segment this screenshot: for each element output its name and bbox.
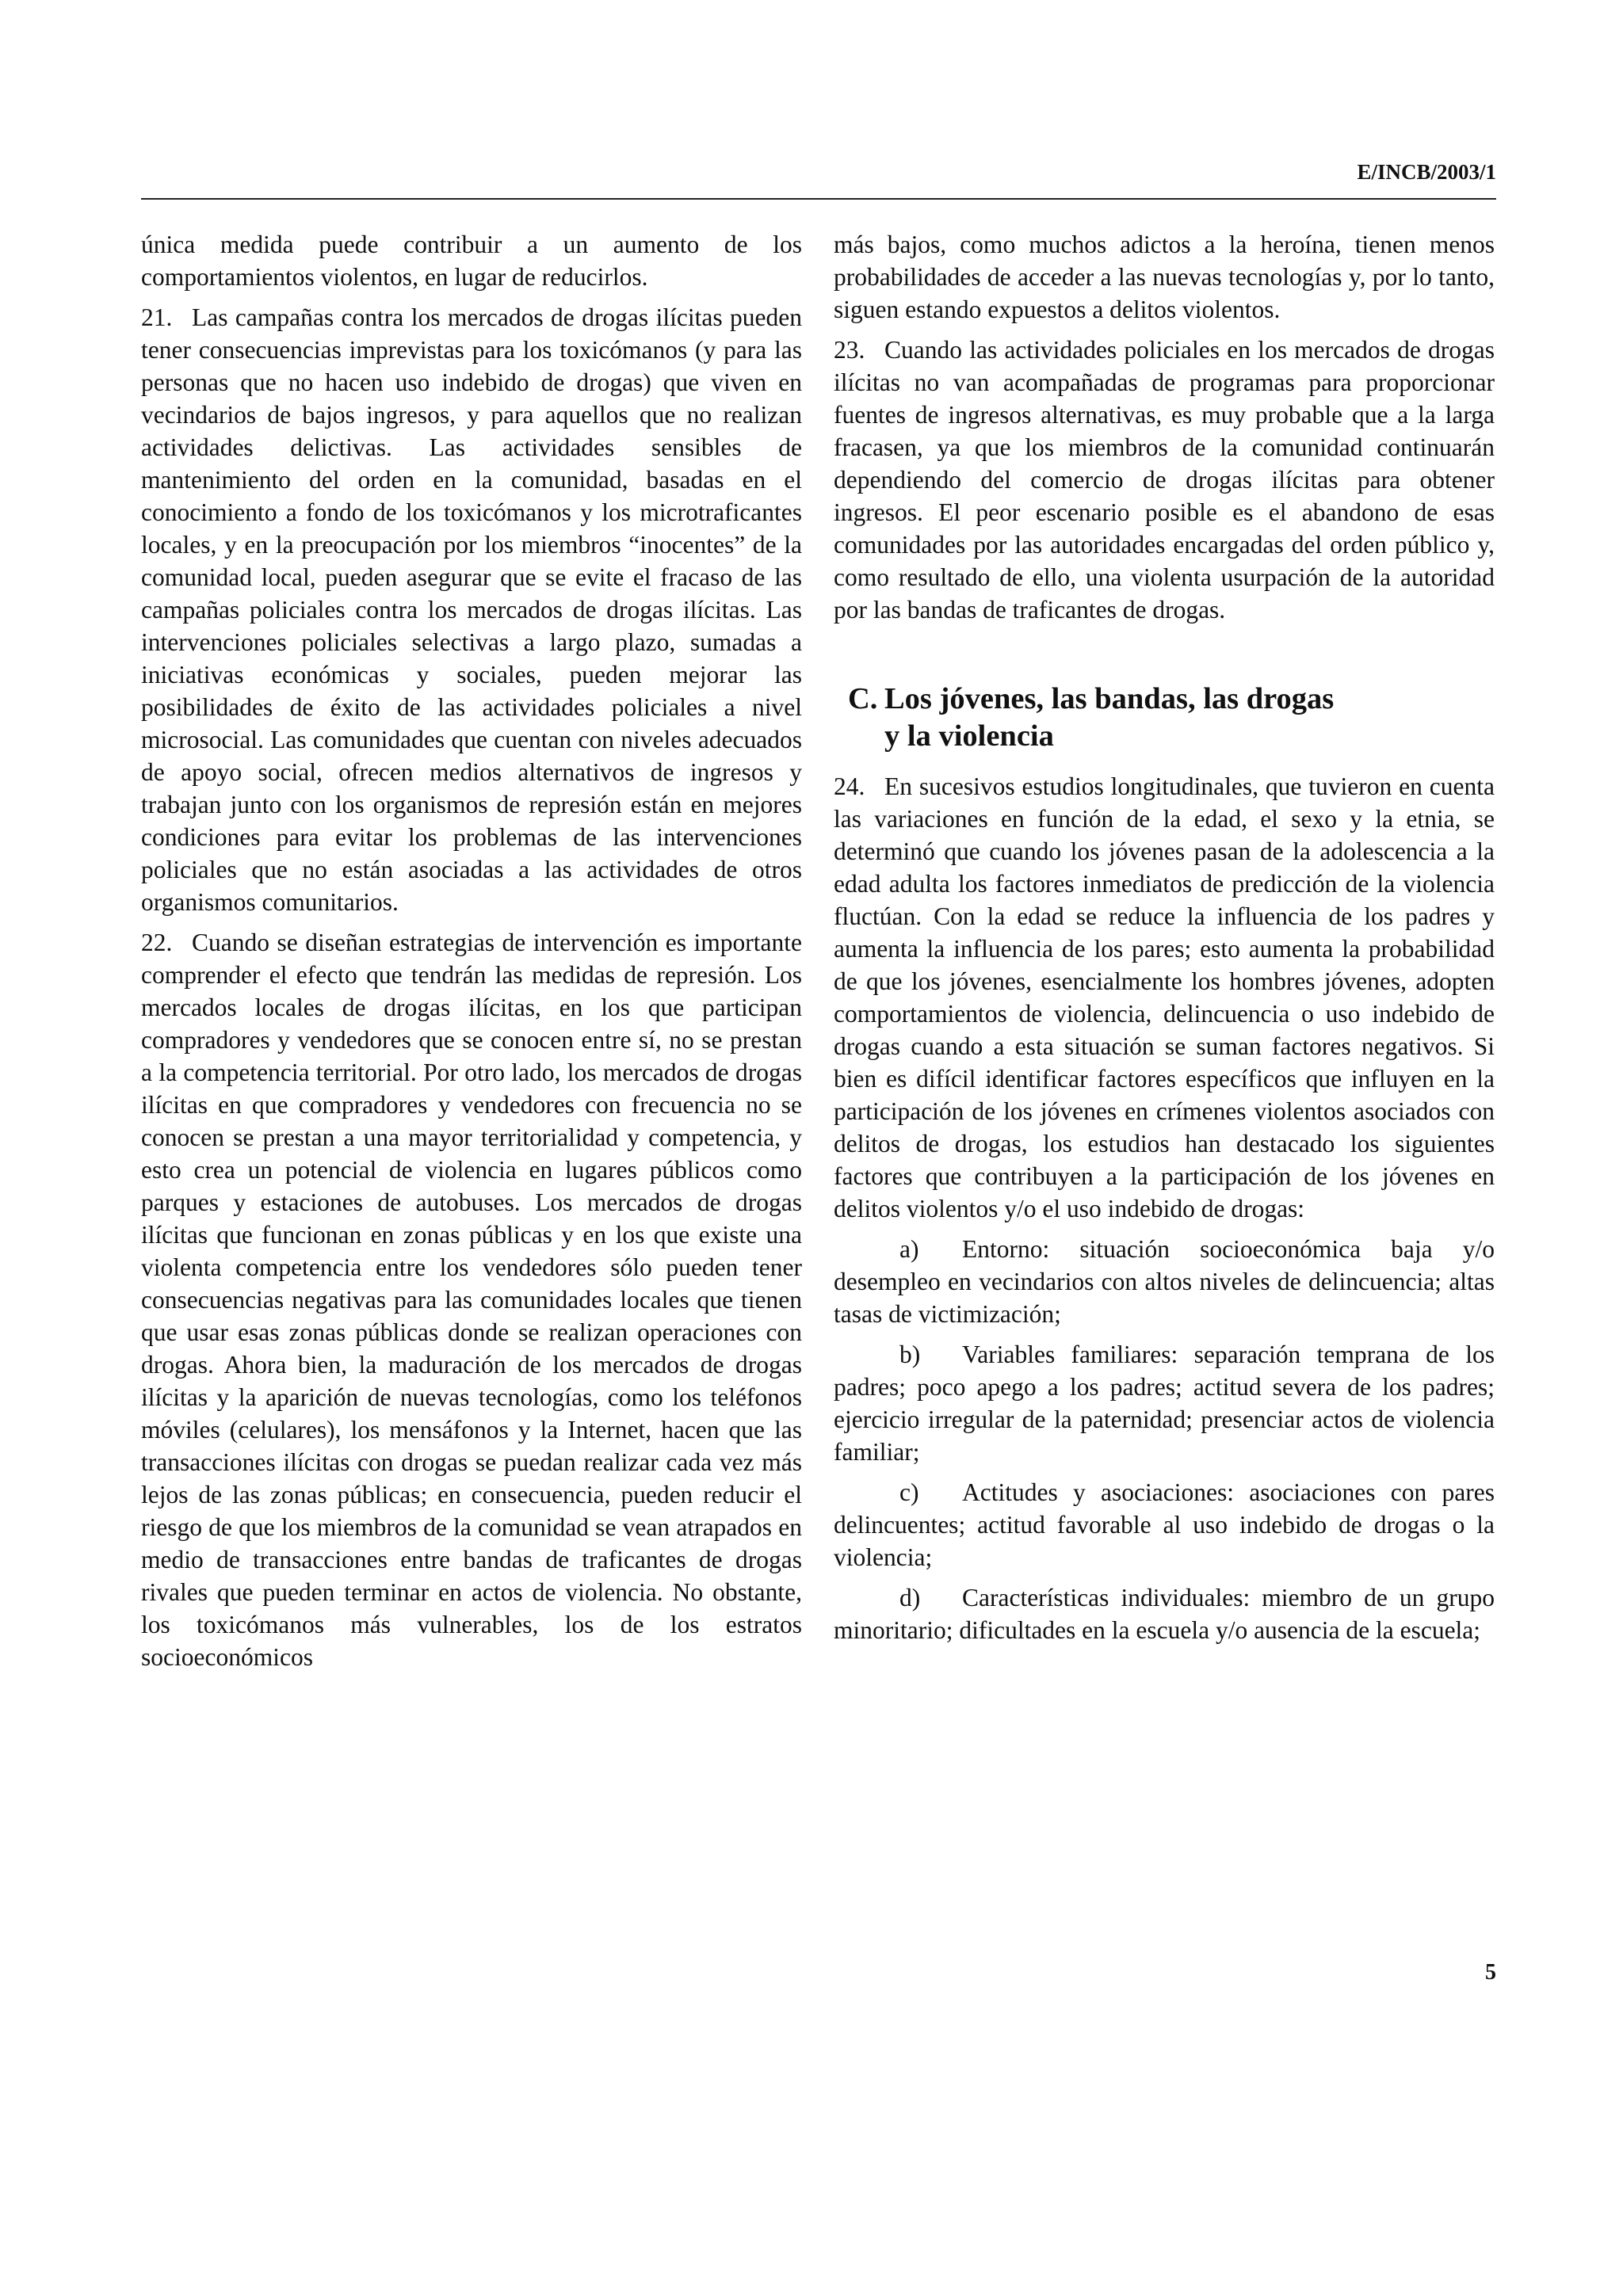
section-title-line-2: y la violencia (884, 719, 1054, 753)
list-item-label: c) (899, 1478, 919, 1506)
list-item-label: b) (899, 1341, 921, 1368)
paragraph-text: Cuando las actividades policiales en los mercados de drogas ilícitas no van acompañadas de programas para proporcionar fuentes de ingresos alternativas, es muy probable que a la larga fracasen, ya que los miembros de la comunidad continuarán dependiendo del comercio de drogas ilícitas para obtener ingresos. El peor escenario posible es el abandono de esas comunidades por las autoridades encargadas del orden público y, como resultado de ello, una violenta usurpación de la autoridad por las bandas de traficantes de drogas. (834, 336, 1495, 624)
paragraph-number: 22. (141, 929, 173, 956)
list-item-text: Actitudes y asociaciones: asociaciones con pares delincuentes; actitud favorable al uso indebido de drogas o la violencia; (834, 1478, 1495, 1571)
document-symbol: E/INCB/2003/1 (1357, 160, 1496, 184)
continued-paragraph: única medida puede contribuir a un aumento de los comportamientos violentos, en lugar de reducirlos. (141, 231, 802, 291)
paragraph-number: 24. (834, 772, 865, 800)
paragraph-number: 23. (834, 336, 865, 364)
list-item-text: Variables familiares: separación temprana de los padres; poco apego a los padres; actitud severa de los padres; ejercicio irregular de la paternidad; presenciar actos de violencia familiar; (834, 1341, 1495, 1466)
list-item-label: d) (899, 1584, 921, 1611)
paragraph-23 (834, 334, 1495, 626)
list-item (834, 1476, 1495, 1573)
paragraph-24 (834, 770, 1495, 1225)
paragraph-21 (141, 301, 802, 918)
list-item (834, 1233, 1495, 1330)
left-column (141, 228, 802, 1681)
section-letter: C. (848, 682, 878, 715)
paragraph-text: Las campañas contra los mercados de drogas ilícitas pueden tener consecuencias imprevistas para los toxicómanos (y para las personas que no hacen uso indebido de drogas) que viven en vecindarios de bajos ingresos, y para aquellos que no realizan actividades delictivas. Las actividades sensibles de mantenimiento del orden en la comunidad, basadas en el conocimiento a fondo de los toxicómanos y los microtraficantes locales, y en la preocupación por los miembros “inocentes” de la comunidad local, pueden asegurar que se evite el fracaso de las campañas policiales contra los mercados de drogas ilícitas. Las intervenciones policiales selectivas a largo plazo, sumadas a iniciativas económicas y sociales, pueden mejorar las posibilidades de éxito de las actividades policiales a nivel microsocial. Las comunidades que cuentan con niveles adecuados de apoyo social, ofrecen medios alternativos de ingresos y trabajan junto con los organismos de represión están en mejores condiciones para evitar los problemas de las intervenciones policiales que no están asociadas a las actividades de otros organismos comunitarios. (141, 303, 802, 916)
list-item (834, 1581, 1495, 1646)
page-header (141, 157, 1496, 200)
paragraph-text: En sucesivos estudios longitudinales, que tuvieron en cuenta las variaciones en función de la edad, el sexo y la etnia, se determinó que cuando los jóvenes pasan de la adolescencia a la edad adulta los factores inmediatos de predicción de la violencia fluctúan. Con la edad se reduce la influencia de los padres y aumenta la influencia de los pares; esto aumenta la probabilidad de que los jóvenes, esencialmente los hombres jóvenes, adopten comportamientos de violencia, delincuencia o uso indebido de drogas cuando a esta situación se suman factores negativos. Si bien es difícil identificar factores específicos que influyen en la participación de los jóvenes en crímenes violentos asociados con delitos de drogas, los estudios han destacado los siguientes factores que contribuyen a la participación de los jóvenes en delitos violentos y/o el uso indebido de drogas: (834, 772, 1495, 1222)
section-title-line-1: Los jóvenes, las bandas, las drogas (884, 682, 1335, 715)
paragraph-22 (141, 926, 802, 1673)
paragraph-text: Cuando se diseñan estrategias de intervención es importante comprender el efecto que tendrán las medidas de represión. Los mercados locales de drogas ilícitas, en los que participan compradores y vendedores que se conocen entre sí, no se prestan a la competencia territorial. Por otro lado, los mercados de drogas ilícitas en que compradores y vendedores con frecuencia no se conocen se prestan a una mayor territorialidad y competencia, y esto crea un potencial de violencia en lugares públicos como parques y estaciones de autobuses. Los mercados de drogas ilícitas que funcionan en zonas públicas y en los que existe una violenta competencia entre los vendedores sólo pueden tener consecuencias negativas para las comunidades locales que tienen que usar esas zonas públicas donde se realizan operaciones con drogas. Ahora bien, la maduración de los mercados de drogas ilícitas y la aparición de nuevas tecnologías, como los teléfonos móviles (celulares), los mensáfonos y la Internet, hacen que las transacciones ilícitas con drogas se puedan realizar cada vez más lejos de las zonas públicas; en consecuencia, pueden reducir el riesgo de que los miembros de la comunidad se vean atrapados en medio de transacciones entre bandas de traficantes de drogas rivales que pueden terminar en actos de violencia. No obstante, los toxicómanos más vulnerables, los de los estratos socioeconómicos (141, 929, 802, 1671)
continued-paragraph: más bajos, como muchos adictos a la heroína, tienen menos probabilidades de acceder a las nuevas tecnologías y, por lo tanto, siguen estando expuestos a delitos violentos. (834, 231, 1495, 323)
list-item-label: a) (899, 1235, 919, 1263)
list-item (834, 1338, 1495, 1468)
right-column (834, 228, 1495, 1654)
page-number: 5 (1485, 1960, 1496, 1985)
section-heading (848, 681, 1495, 755)
paragraph-number: 21. (141, 303, 173, 331)
list-item-text: Características individuales: miembro de un grupo minoritario; dificultades en la escuela y/o ausencia de la escuela; (834, 1584, 1495, 1644)
list-item-text: Entorno: situación socioeconómica baja y/o desempleo en vecindarios con altos niveles de delincuencia; altas tasas de victimización; (834, 1235, 1495, 1328)
